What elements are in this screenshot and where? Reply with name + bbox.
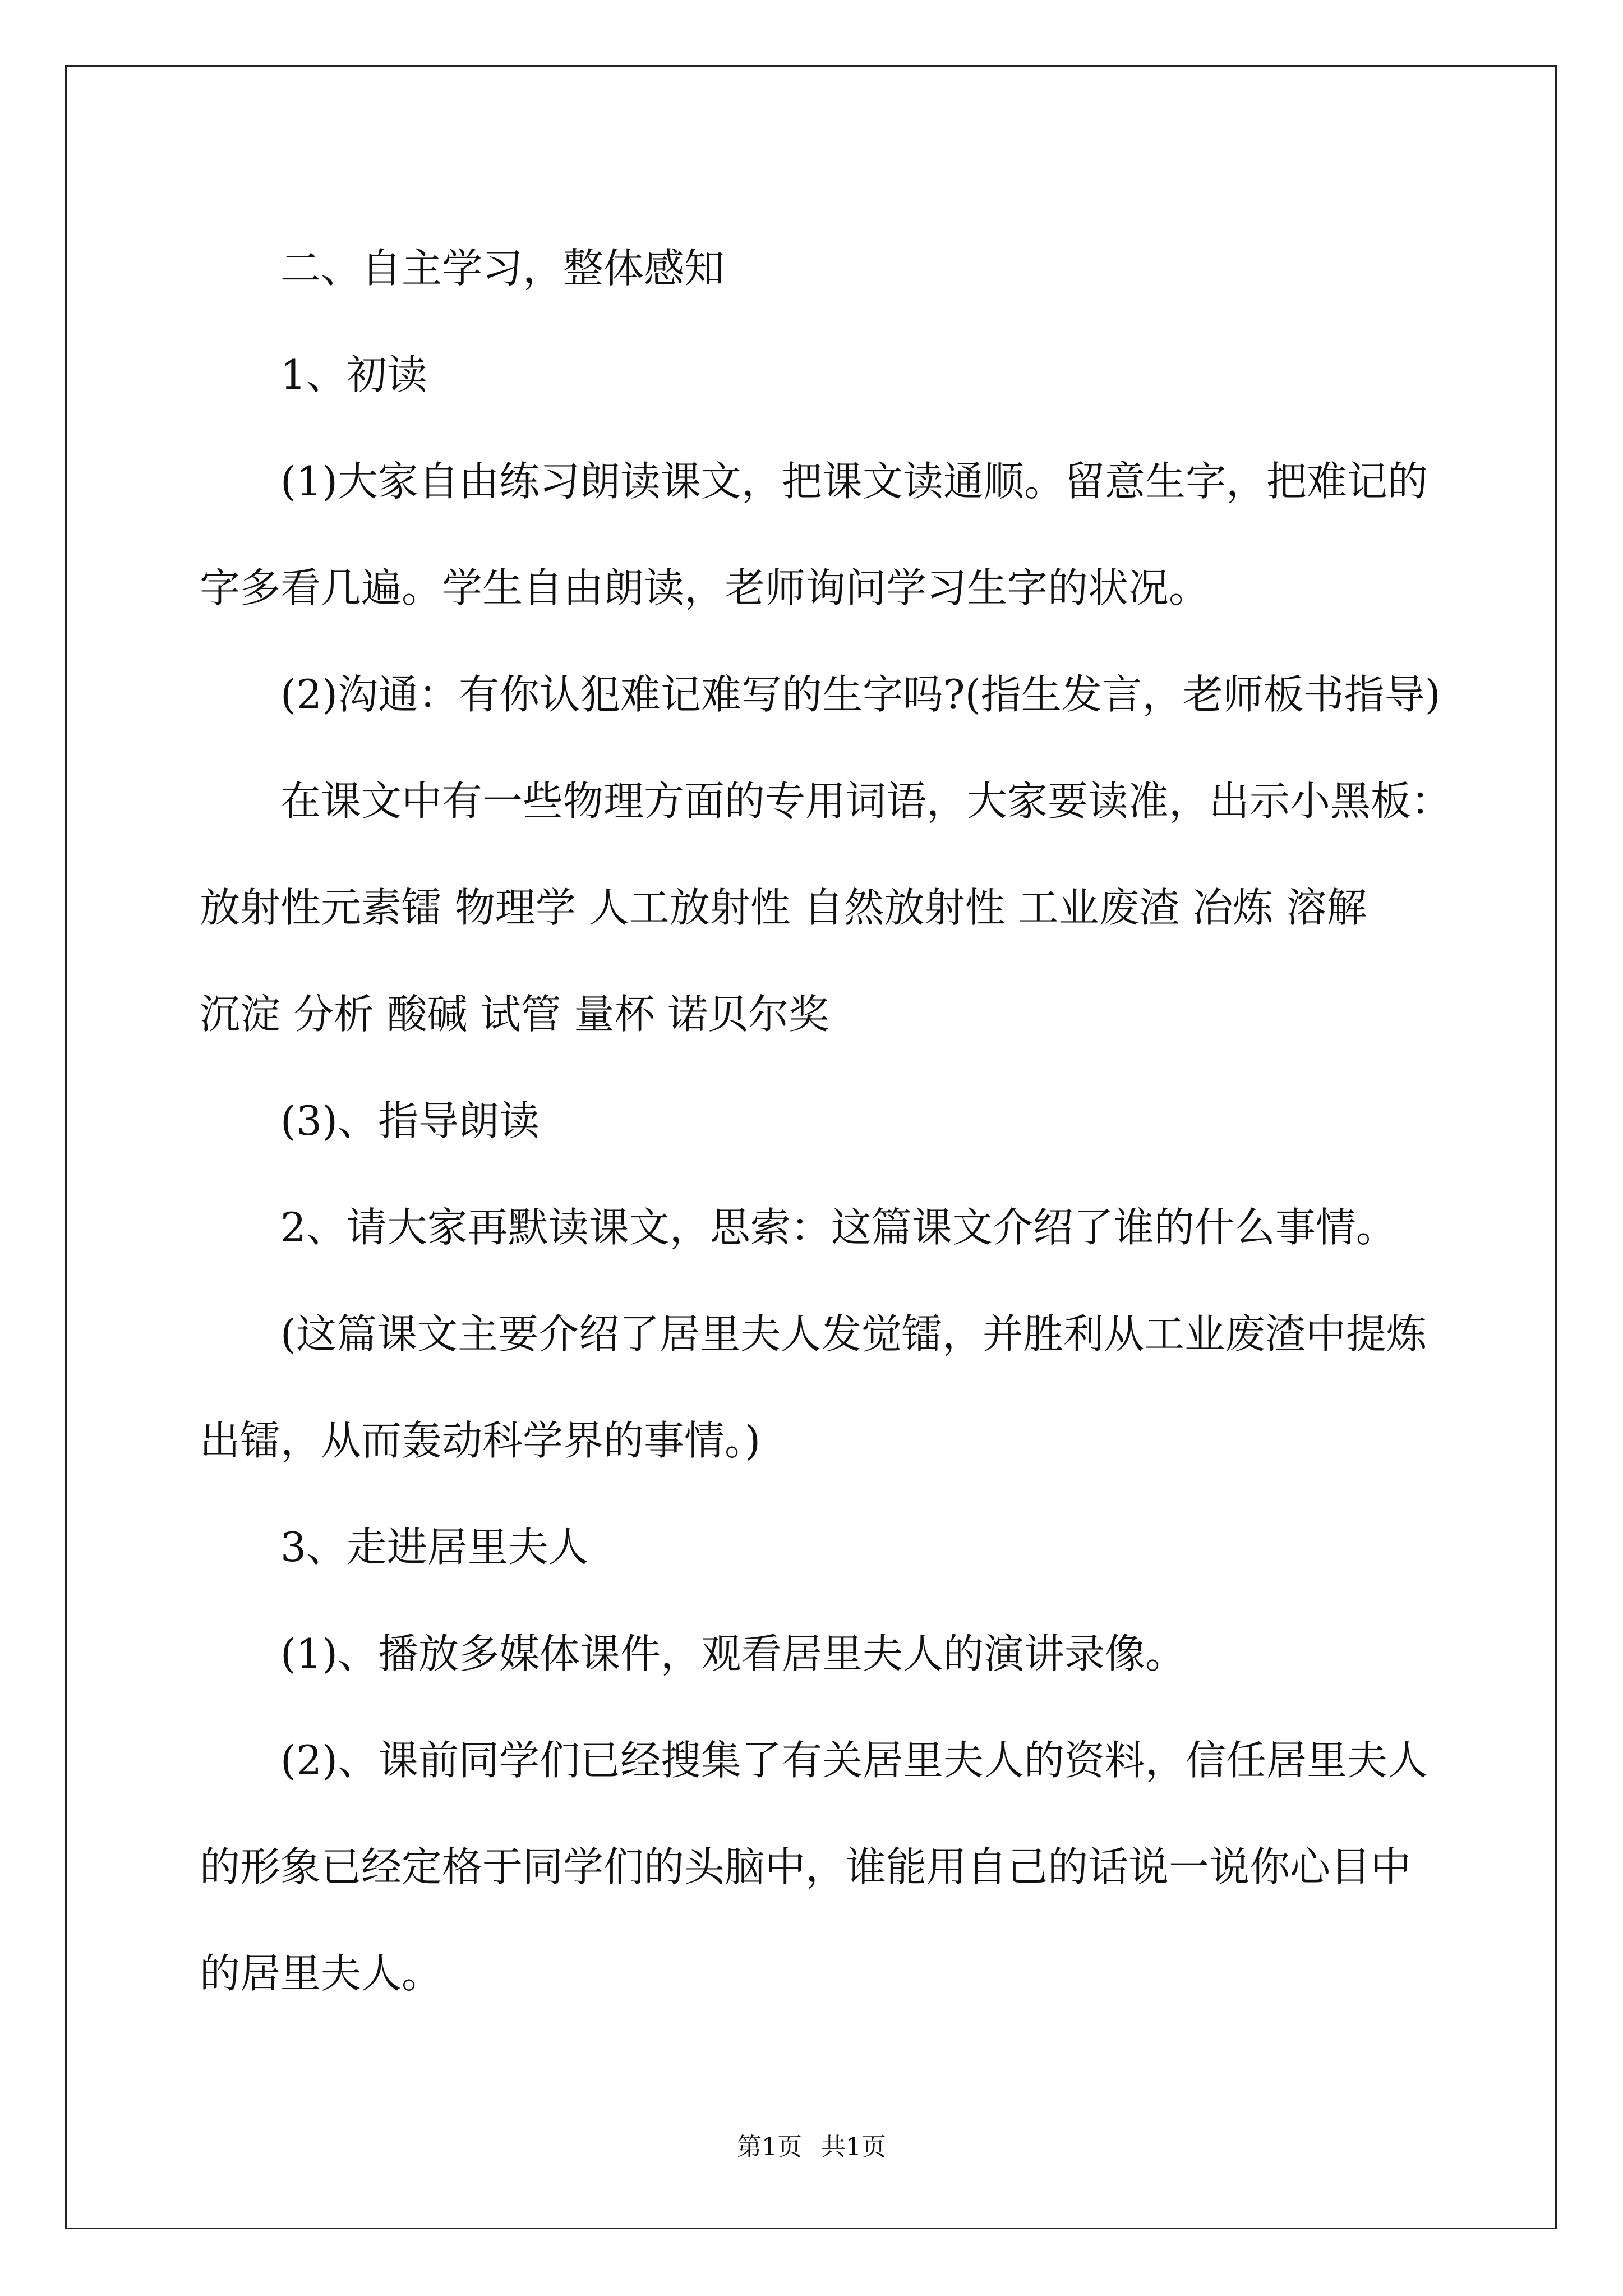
paragraph-line: (2)沟通：有你认犯难记难写的生字吗?(指生发言，老师板书指导) [280, 671, 1441, 718]
paragraph-line: (2)、课前同学们已经搜集了有关居里夫人的资料，信任居里夫人 [280, 1737, 1428, 1784]
paragraph-line: (1)、播放多媒体课件，观看居里夫人的演讲录像。 [280, 1630, 1186, 1677]
subsection-heading: (3)、指导朗读 [280, 1097, 540, 1144]
paragraph-line: (这篇课文主要介绍了居里夫人发觉镭，并胜利从工业废渣中提炼 [280, 1310, 1427, 1358]
section-heading: 二、自主学习，整体感知 [280, 245, 725, 292]
vocabulary-line: 放射性元素镭 物理学 人工放射性 自然放射性 工业废渣 冶炼 溶解 [200, 884, 1367, 931]
document-body [200, 215, 1452, 2027]
page-number: 第1页 [737, 2133, 802, 2161]
paragraph-line: 字多看几遍。学生自由朗读，老师询问学习生字的状况。 [200, 564, 1210, 611]
subsection-heading: 3、走进居里夫人 [280, 1524, 589, 1571]
vocabulary-line: 沉淀 分析 酸碱 试管 量杯 诺贝尔奖 [200, 991, 829, 1038]
paragraph-line: (1)大家自由练习朗读课文，把课文读通顺。留意生字，把难记的 [280, 458, 1428, 505]
subsection-heading: 2、请大家再默读课文，思索：这篇课文介绍了谁的什么事情。 [280, 1204, 1396, 1251]
paragraph-line: 在课文中有一些物理方面的专用词语，大家要读准，出示小黑板： [280, 777, 1452, 825]
paragraph-line: 的形象已经定格于同学们的头脑中，谁能用自己的话说一说你心目中 [200, 1843, 1412, 1890]
page-footer [0, 2131, 1623, 2164]
paragraph-line: 出镭，从而轰动科学界的事情。) [200, 1417, 761, 1464]
page-total: 共1页 [821, 2133, 886, 2161]
subsection-heading: 1、初读 [280, 351, 427, 398]
paragraph-line: 的居里夫人。 [200, 1950, 442, 1997]
